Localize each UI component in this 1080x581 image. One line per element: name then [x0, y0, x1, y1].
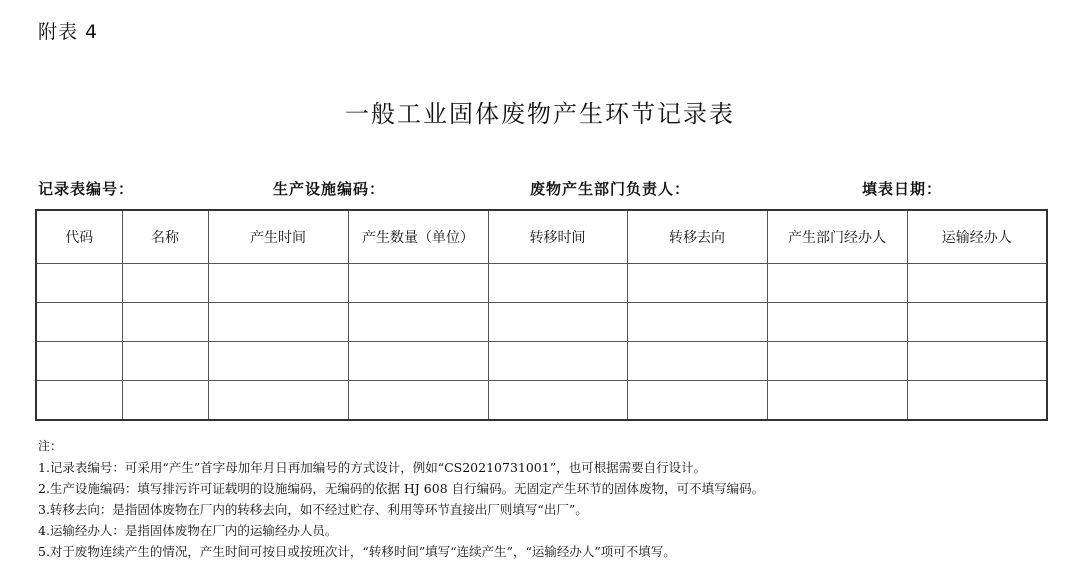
table-cell[interactable] [907, 303, 1047, 342]
table-cell[interactable] [767, 303, 907, 342]
table-row [36, 264, 1047, 303]
table-cell[interactable] [488, 303, 627, 342]
table-cell[interactable] [36, 303, 122, 342]
table-cell[interactable] [36, 264, 122, 303]
responsible-person-label: 废物产生部门负责人： [530, 180, 691, 198]
header-name: 名称 [122, 210, 208, 264]
note-item: 4.运输经办人：是指固体废物在厂内的运输经办人员。 [38, 523, 338, 538]
table-row [36, 303, 1047, 342]
table-cell[interactable] [767, 381, 907, 421]
note-item: 3.转移去向：是指固体废物在厂内的转移去向，如不经过贮存、利用等环节直接出厂则填写“出厂”。 [38, 502, 588, 517]
table-cell[interactable] [122, 381, 208, 421]
table-cell[interactable] [122, 342, 208, 381]
header-generation-time: 产生时间 [208, 210, 348, 264]
record-table [35, 209, 1048, 421]
facility-code-label: 生产设施编码： [273, 180, 386, 198]
annex-label: 附表 4 [38, 21, 99, 43]
table-cell[interactable] [348, 264, 488, 303]
table-cell[interactable] [122, 264, 208, 303]
table-cell[interactable] [488, 264, 627, 303]
table-cell[interactable] [208, 264, 348, 303]
note-item: 1.记录表编号：可采用“产生”首字母加年月日再加编号的方式设计，例如“CS20210731001”，也可根据需要自行设计。 [38, 460, 707, 475]
table-cell[interactable] [767, 342, 907, 381]
table-cell[interactable] [348, 381, 488, 421]
table-cell[interactable] [208, 303, 348, 342]
note-item: 2.生产设施编码：填写排污许可证载明的设施编码，无编码的依据 HJ 608 自行编码。无固定产生环节的固体废物，可不填写编码。 [38, 481, 765, 496]
notes-heading: 注： [38, 439, 63, 453]
table-cell[interactable] [208, 381, 348, 421]
table-cell[interactable] [36, 381, 122, 421]
header-generation-quantity: 产生数量（单位） [348, 210, 488, 264]
record-number-label: 记录表编号： [38, 180, 135, 198]
table-cell[interactable] [627, 264, 767, 303]
table-row [36, 342, 1047, 381]
header-transport-handler: 运输经办人 [907, 210, 1047, 264]
table-cell[interactable] [627, 342, 767, 381]
notes-section [38, 436, 764, 562]
table-cell[interactable] [907, 342, 1047, 381]
fill-date-label: 填表日期： [862, 180, 943, 198]
table-cell[interactable] [348, 342, 488, 381]
table-cell[interactable] [907, 264, 1047, 303]
header-department-handler: 产生部门经办人 [767, 210, 907, 264]
table-cell[interactable] [767, 264, 907, 303]
page-title: 一般工业固体废物产生环节记录表 [345, 100, 735, 128]
table-row [36, 381, 1047, 421]
table-cell[interactable] [348, 303, 488, 342]
header-transfer-time: 转移时间 [488, 210, 627, 264]
table-cell[interactable] [907, 381, 1047, 421]
note-item: 5.对于废物连续产生的情况，产生时间可按日或按班次计，“转移时间”填写“连续产生”，“运输经办人”项可不填写。 [38, 544, 676, 559]
table-cell[interactable] [488, 381, 627, 421]
table-cell[interactable] [122, 303, 208, 342]
table-cell[interactable] [208, 342, 348, 381]
table-cell[interactable] [627, 303, 767, 342]
table-cell[interactable] [488, 342, 627, 381]
header-transfer-destination: 转移去向 [627, 210, 767, 264]
table-cell[interactable] [627, 381, 767, 421]
table-header-row [36, 210, 1047, 264]
header-code: 代码 [36, 210, 122, 264]
table-cell[interactable] [36, 342, 122, 381]
